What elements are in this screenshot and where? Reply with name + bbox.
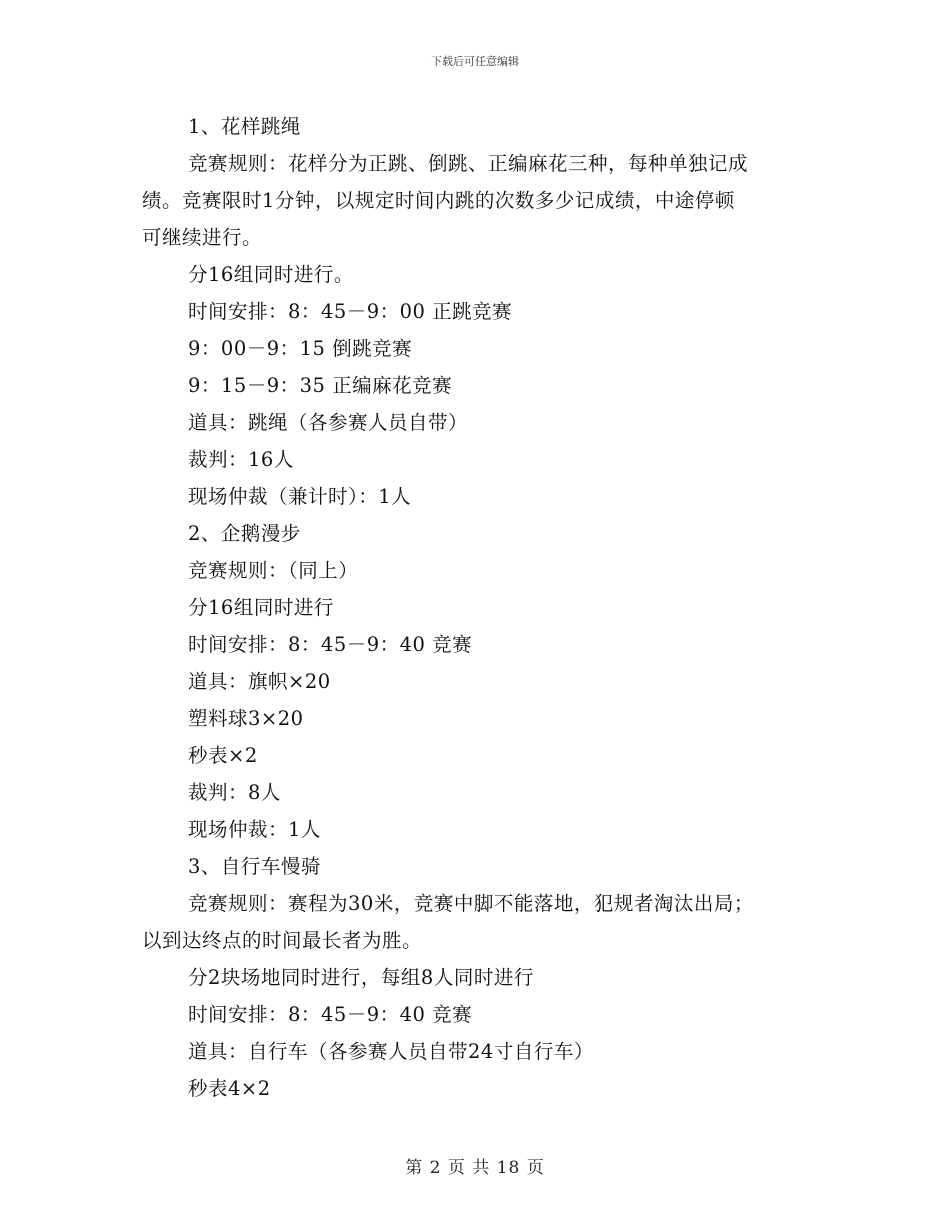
section-title-slow-bike: 3、自行车慢骑 (188, 855, 321, 878)
paragraph-line: 以到达终点的时间最长者为胜。 (142, 929, 423, 952)
paragraph-line: 分2块场地同时进行，每组8人同时进行 (188, 966, 534, 989)
paragraph-line: 分16组同时进行。 (188, 263, 354, 286)
paragraph-line: 9：15－9：35 正编麻花竞赛 (188, 374, 453, 397)
paragraph-line: 秒表4×2 (188, 1077, 271, 1100)
paragraph-line: 时间安排：8：45－9：40 竞赛 (188, 633, 473, 656)
document-body (142, 108, 812, 1107)
paragraph-line: 道具：跳绳（各参赛人员自带） (188, 411, 469, 434)
paragraph-line: 道具：旗帜×20 (188, 670, 331, 693)
section-title-penguin-walk: 2、企鹅漫步 (188, 522, 301, 545)
paragraph-line: 裁判：16人 (188, 448, 294, 471)
paragraph-line: 现场仲裁（兼计时）：1人 (188, 485, 412, 508)
paragraph-line: 分16组同时进行 (188, 596, 334, 619)
paragraph-line: 竞赛规则：花样分为正跳、倒跳、正编麻花三种，每种单独记成 (188, 152, 749, 175)
paragraph-line: 塑料球3×20 (188, 707, 304, 730)
paragraph-line: 秒表×2 (188, 744, 258, 767)
page-number-footer: 第 2 页 共 18 页 (405, 1158, 545, 1178)
paragraph-line: 时间安排：8：45－9：00 正跳竞赛 (188, 300, 513, 323)
paragraph-line: 时间安排：8：45－9：40 竞赛 (188, 1003, 473, 1026)
page-header-note: 下载后可任意编辑 (431, 55, 519, 68)
paragraph-line: 道具：自行车（各参赛人员自带24寸自行车） (188, 1040, 594, 1063)
paragraph-line: 绩。竞赛限时1分钟，以规定时间内跳的次数多少记成绩，中途停顿 (142, 189, 735, 212)
paragraph-line: 竞赛规则：赛程为30米，竞赛中脚不能落地，犯规者淘汰出局； (188, 892, 754, 915)
paragraph-line: 竞赛规则：（同上） (188, 559, 359, 582)
section-title-jump-rope: 1、花样跳绳 (188, 115, 301, 138)
paragraph-line: 9：00－9：15 倒跳竞赛 (188, 337, 413, 360)
paragraph-line: 裁判：8人 (188, 781, 281, 804)
paragraph-line: 可继续进行。 (142, 226, 263, 249)
paragraph-line: 现场仲裁：1人 (188, 818, 321, 841)
